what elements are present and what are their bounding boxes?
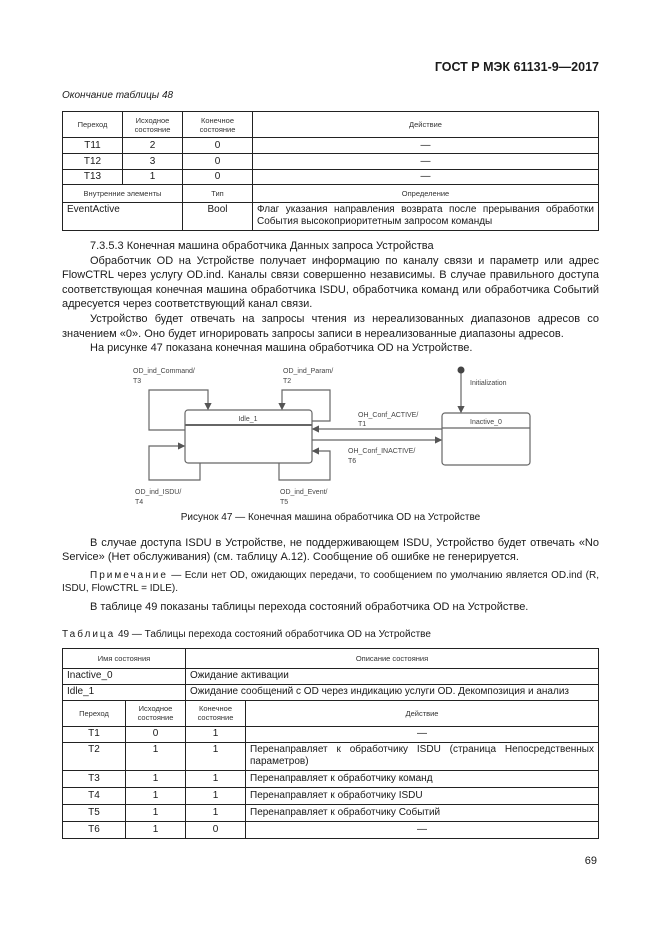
table-row <box>63 742 599 770</box>
t6-label: OH_Conf_INACTIVE/ <box>348 447 416 455</box>
cell: T11 <box>63 138 123 154</box>
cell: Перенаправляет к обработчику ISDU (страница Непосредственных параметров) <box>246 742 599 770</box>
table-row <box>63 668 599 684</box>
cell: Перенаправляет к обработчику команд <box>246 770 599 787</box>
cell: 1 <box>126 804 186 821</box>
document-id-header: ГОСТ Р МЭК 61131-9—2017 <box>434 60 599 74</box>
cell: T1 <box>63 726 126 742</box>
cell: 2 <box>123 138 183 154</box>
cell: Inactive_0 <box>63 668 186 684</box>
cell: — <box>246 726 599 742</box>
cell: — <box>253 138 599 154</box>
figure-caption: Рисунок 47 — Конечная машина обработчика OD на Устройстве <box>180 511 481 523</box>
cell: 0 <box>183 170 253 185</box>
transition-t2-arrow <box>282 390 330 421</box>
table-row <box>63 804 599 821</box>
cell: Ожидание сообщений с OD через индикацию услуги OD. Декомпозиция и анализ <box>186 684 599 700</box>
cell: 1 <box>186 742 246 770</box>
table48-caption: Окончание таблицы 48 <box>62 90 174 101</box>
transition-t5-arrow <box>279 451 330 480</box>
table-row <box>63 170 599 185</box>
cell: 0 <box>126 726 186 742</box>
t2-label: OD_ind_Param/ <box>283 367 334 375</box>
cell: Перенаправляет к обработчику ISDU <box>246 787 599 804</box>
t1-id: T1 <box>358 420 367 428</box>
table-row <box>63 726 599 742</box>
section-heading: 7.3.5.3 Конечная машина обработчика Данных запроса Устройства <box>90 240 434 252</box>
note-text: — Если нет OD, ожидающих передачи, то сообщением по умолчанию является OD.ind (R, ISDU, FlowCTRL = IDLE). <box>62 569 599 595</box>
header-cell: Действие <box>253 112 599 138</box>
table-header-row <box>63 648 599 668</box>
cell: Bool <box>183 203 253 231</box>
cell: 1 <box>186 770 246 787</box>
t5-label: OD_ind_Event/ <box>280 488 328 496</box>
cell: 1 <box>186 804 246 821</box>
cell: T2 <box>63 742 126 770</box>
table-subheader-row <box>63 185 599 203</box>
paragraph: В случае доступа ISDU в Устройстве, не поддерживающем ISDU, Устройство будет отвечать «No Service» (Нет обслуживания) (см. таблицу A.12). Сообщение об ошибке не генерируется. <box>62 536 599 564</box>
t5-id: T5 <box>280 498 289 506</box>
table-row <box>63 138 599 154</box>
cell: Ожидание активации <box>186 668 599 684</box>
header-cell: Описание состояния <box>186 648 599 668</box>
paragraph: Обработчик OD на Устройстве получает информацию по каналу связи и параметр или адрес FlowCTRL через услугу OD.ind. Каналы связи совершенно независимы. В случае правильного доступа соответствующая конечная машина обработчика ISDU, обработчика команд или обработчика Событий адресуется через соответствующий канал связи. <box>62 254 599 311</box>
cell: 0 <box>183 154 253 170</box>
cell: 3 <box>123 154 183 170</box>
table-row <box>63 770 599 787</box>
table-row <box>63 787 599 804</box>
cell: EventActive <box>63 203 183 231</box>
header-cell: Имя состояния <box>63 648 186 668</box>
cell: 1 <box>126 787 186 804</box>
cell: 1 <box>123 170 183 185</box>
t2-id: T2 <box>283 377 292 385</box>
header-cell: Исходное состояние <box>123 112 183 138</box>
cell: Idle_1 <box>63 684 186 700</box>
cell: T4 <box>63 787 126 804</box>
cell: 1 <box>186 787 246 804</box>
t4-id: T4 <box>135 498 144 506</box>
cell: T6 <box>63 821 126 838</box>
header-cell: Конечное состояние <box>183 112 253 138</box>
t3-label: OD_ind_Command/ <box>133 367 195 375</box>
table-header-row <box>63 112 599 138</box>
t3-id: T3 <box>133 377 142 385</box>
cell: T13 <box>63 170 123 185</box>
cell: — <box>253 170 599 185</box>
paragraph: На рисунке 47 показана конечная машина обработчика OD на Устройстве. <box>90 342 473 355</box>
cell: T12 <box>63 154 123 170</box>
paragraph: В таблице 49 показаны таблицы перехода состояний обработчика OD на Устройстве. <box>90 600 529 613</box>
page-number: 69 <box>584 854 597 867</box>
header-cell: Определение <box>253 185 599 203</box>
table-row <box>63 203 599 231</box>
table-49 <box>62 648 599 839</box>
state-inactive-label: Inactive_0 <box>470 418 502 426</box>
cell: T3 <box>63 770 126 787</box>
header-cell: Переход <box>63 700 126 726</box>
note-label: Примечание <box>90 569 168 581</box>
table-row <box>63 821 599 838</box>
table-row <box>63 684 599 700</box>
cell: 1 <box>126 770 186 787</box>
cell: 0 <box>186 821 246 838</box>
cell: 1 <box>126 821 186 838</box>
paragraph: Устройство будет отвечать на запросы чтения из нереализованных диапазонов адресов со значением «0». Оно будет игнорировать запросы записи в нереализованные диапазоны адресов. <box>62 312 599 340</box>
table-48 <box>62 111 599 231</box>
table-row <box>63 154 599 170</box>
header-cell: Действие <box>246 700 599 726</box>
header-cell: Переход <box>63 112 123 138</box>
cell: Перенаправляет к обработчику Событий <box>246 804 599 821</box>
t1-label: OH_Conf_ACTIVE/ <box>358 411 419 419</box>
header-cell: Конечное состояние <box>186 700 246 726</box>
caption-label: Таблица <box>62 628 116 640</box>
note <box>62 569 599 596</box>
state-machine-diagram <box>120 360 540 510</box>
cell: T5 <box>63 804 126 821</box>
initial-state-dot <box>458 366 465 373</box>
header-cell: Исходное состояние <box>126 700 186 726</box>
t4-label: OD_ind_ISDU/ <box>135 488 182 496</box>
state-idle-label: Idle_1 <box>238 415 258 423</box>
table-header-row <box>63 700 599 726</box>
cell: 1 <box>126 742 186 770</box>
table49-caption <box>62 629 599 641</box>
cell: 1 <box>186 726 246 742</box>
cell: Флаг указания направления возврата после прерывания обработки События высокоприоритетным запросом команды <box>253 203 599 231</box>
caption-text: 49 — Таблицы перехода состояний обработчика OD на Устройстве <box>115 628 431 640</box>
cell: — <box>253 154 599 170</box>
content-column <box>62 60 599 867</box>
initialization-label: Initialization <box>470 379 507 387</box>
t6-id: T6 <box>348 457 357 465</box>
header-cell: Тип <box>183 185 253 203</box>
header-cell: Внутренние элементы <box>63 185 183 203</box>
cell: 0 <box>183 138 253 154</box>
cell: — <box>246 821 599 838</box>
